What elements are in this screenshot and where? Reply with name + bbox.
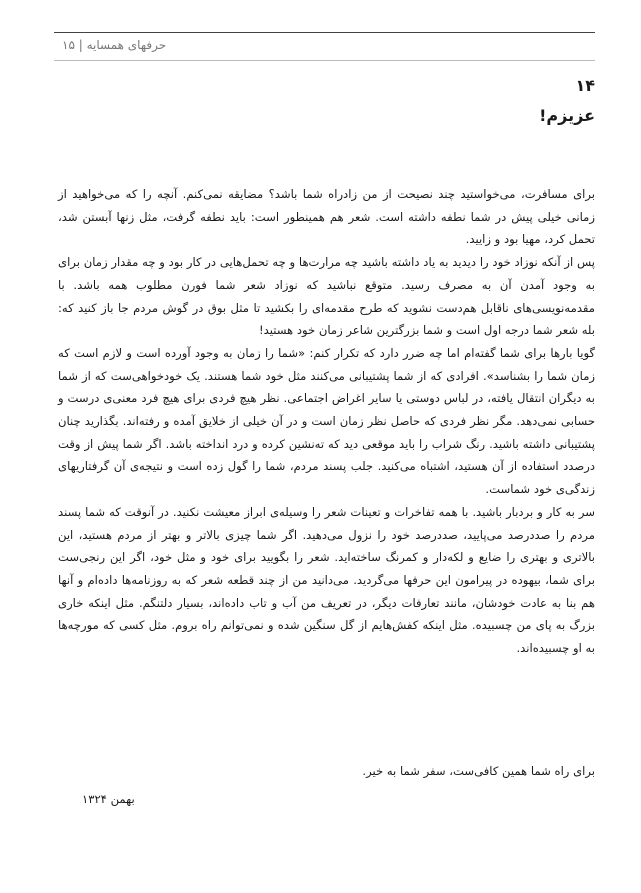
header-top-rule [54, 32, 595, 33]
letter-date: بهمن ۱۳۲۴ [82, 792, 135, 806]
paragraph: پس از آنکه نوزاد خود را دیدید به یاد داشته باشید چه مرارت‌ها و چه تحمل‌هایی در کار بود و چه مقدار زمان برای به وجود آمدن آن به مصرف رسید. متوقع نباشید که نوزاد شعر شما فورن مطلوب همه باشد. با مقدمه‌نویسی‌های ناقابل هم‌دست نشوید که طرح مقدمه‌ای را بکشید تا مثل بوق در گوش مردم جا باز کنید که: بله شعر شما درجه اول است و شما بزرگترین شاعر زمان خود هستید! [58, 255, 595, 338]
paragraph: سر به کار و بردبار باشید. با همه تفاخرات و تعینات شعر را وسیله‌ی ابراز معیشت نکنید. در آنوقت که شما پسند مردم را صددرصد می‌پایید، صددرصد خود را نزول می‌دهید. اگر شما چیزی بالاتر و بهتر از مردم هستید، این بالاتری و بهتری را ضایع و لکه‌دار و کمرنگ ساخته‌اید. شعر را بگویید برای خود و مثل خود، اگر این رنجی‌ست برای شما، بیهوده در پیرامون این حرفها می‌گردید. می‌دانید من از چند قطعه شعر که به روزنامه‌ها داده‌ام و آنها هم بنا به عادت خودشان، مانند تعارفات دیگر، در تعریف من آب و تاب داده‌اند، بسیار دلتنگم. مثل اینکه خاری بزرگ به پای من چسبیده. مثل اینکه کفش‌هایم از گل سنگین شده و نمی‌توانم راه بروم. مثل کسی که مورچه‌ها به او چسبیده‌اند. [58, 504, 595, 656]
running-title: حرفهای همسایه | ۱۵ [62, 38, 167, 52]
header-bottom-rule [54, 60, 595, 61]
running-header [54, 32, 595, 60]
salutation: عزیزم! [539, 106, 595, 125]
letter-body [58, 183, 595, 660]
paragraph: برای مسافرت، می‌خواستید چند نصیحت از من زادراه شما باشد؟ مضایقه نمی‌کنم. آنچه را که می‌خواهید از زمانی خیلی پیش در شما نطفه داشته است. شعر هم همینطور است: باید نطفه گرفت، مثل زنها آبستن شد، تحمل کرد، مهیا بود و زایید. [58, 187, 595, 247]
closing-line: برای راه شما همین کافی‌ست، سفر شما به خیر. [362, 764, 595, 778]
section-number: ۱۴ [575, 76, 595, 95]
paragraph: گویا بارها برای شما گفته‌ام اما چه ضرر دارد که تکرار کنم: «شما را زمان به وجود آورده است و لازم است که زمان شما را بشناسد». افرادی که از شما پشتیبانی می‌کنند مثل خود شما هستند. یک خودخواهی‌ست که از شما به دیگران انتقال یافته، در لباس دوستی یا سایر اغراض اجتماعی. نظر هیچ فردی برای هیچ فرد معنی‌ی درست و حسابی نمی‌دهد. مگر نظر فردی که حاصل نظر زمان است و در آن خیلی از خلایق آمده و رفته‌اند. بگذارید چنان پشتیبانی داشته باشید. رنگ شراب را باید موقعی دید که ته‌نشین کرده و درد انداخته باشد. اگر شما پیش از وقت درصدد استفاده از آن هستید، اشتباه می‌کنید. جلب پسند مردم، شما را گول زده است و نتیجه‌ی آن گرفتاریهای زندگی‌ی خود شماست. [58, 345, 595, 497]
